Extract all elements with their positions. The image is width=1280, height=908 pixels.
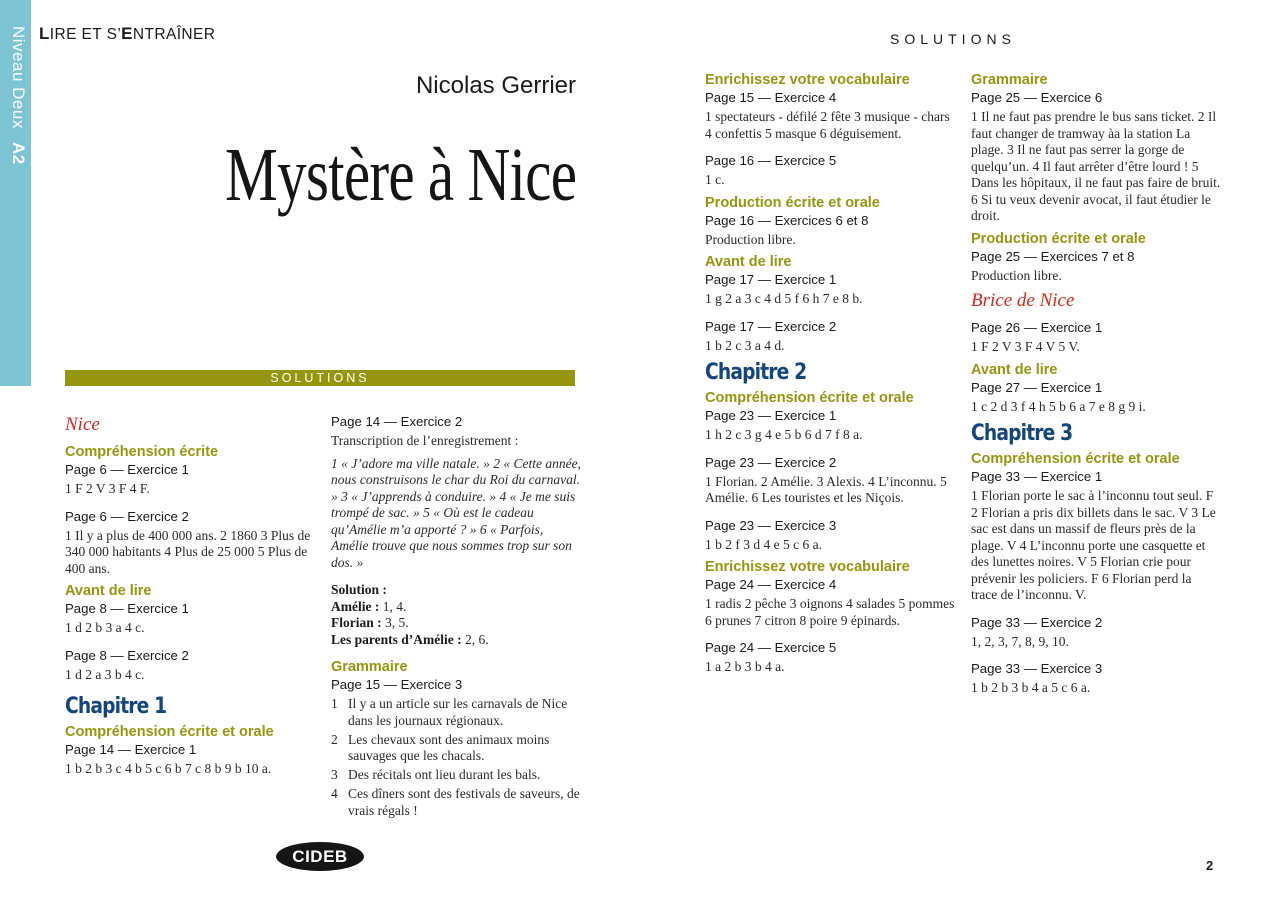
chapter-heading: Chapitre 3 [971, 421, 1073, 446]
exercise-heading: Page 17 — Exercice 1 [705, 272, 837, 287]
exercise-answers: 1 Florian porte le sac à l’inconnu tout seul. F 2 Florian a pris dix billets dans le sac. V 3 Le sac est dans un massif de fleurs près de la plage. V 4 L’inconnu porte une casquette et des lunettes noires. V 5 Florian crie pour prévenir les policiers. F 6 Florian perd la trace de l’inconnu. V. [971, 488, 1216, 602]
chapter-heading: Chapitre 2 [705, 360, 807, 385]
exercise-heading: Page 16 — Exercices 6 et 8 [705, 212, 869, 228]
exercise-answers: 1 b 2 c 3 a 4 d. [705, 337, 785, 353]
list-item: 2 Les chevaux sont des animaux moins sauvages que les chacals. [331, 731, 550, 764]
section-heading: Compréhension écrite et orale [65, 724, 274, 740]
exercise-answers: 1 d 2 b 3 a 4 c. [65, 620, 145, 635]
section-brice: Brice de Nice [971, 290, 1075, 311]
exercise-heading: Page 26 — Exercice 1 [971, 320, 1103, 335]
exercise-heading: Page 33 — Exercice 3 [971, 661, 1103, 676]
exercise-answers: 1 Il y a plus de 400 000 ans. 2 1860 3 Plus de 340 000 habitants 4 Plus de 25 000 5 Plus de 400 ans. [65, 527, 311, 576]
exercise-answers: 1 b 2 f 3 d 4 e 5 c 6 a. [705, 536, 822, 552]
series-title: LIRE ET S’ENTRAÎNER [39, 24, 216, 43]
exercise-heading: Page 15 — Exercice 4 [705, 90, 837, 105]
section-heading: Production écrite et orale [705, 194, 880, 211]
exercise-answers: 1 Florian. 2 Amélie. 3 Alexis. 4 L’inconnu. 5 Amélie. 6 Les touristes et les Niçois. [705, 473, 947, 505]
section-heading: Grammaire [331, 659, 408, 675]
transcription-quotes: 1 « J’adore ma ville natale. » 2 « Cette année, nous construisons le char du Roi du carnaval. » 3 « J’apprends à conduire. » 4 « Je me suis trompé de sac. » 5 « Où est le cadeau qu’Amélie m’a apporté ? » 6 « Parfois, Amélie trouve que nous sommes trop sur son dos. » [331, 455, 581, 570]
answers-column-2 [331, 414, 581, 828]
section-heading: Enrichissez votre vocabulaire [705, 72, 910, 88]
list-item: 3 Des récitals ont lieu durant les bals. [331, 767, 541, 783]
exercise-answers: 1, 2, 3, 7, 8, 9, 10. [971, 633, 1069, 649]
exercise-heading: Page 8 — Exercice 2 [65, 647, 189, 663]
exercise-heading: Page 33 — Exercice 1 [971, 469, 1103, 484]
exercise-answers: 1 c 2 d 3 f 4 h 5 b 6 a 7 e 8 g 9 i. [971, 398, 1146, 414]
answer-list [331, 696, 581, 820]
exercise-heading: Page 25 — Exercice 6 [971, 90, 1103, 105]
exercise-heading: Page 16 — Exercice 5 [705, 153, 837, 168]
exercise-heading: Page 27 — Exercice 1 [971, 379, 1103, 395]
section-heading: Avant de lire [705, 254, 792, 270]
exercise-answers: 1 spectateurs - défilé 2 fête 3 musique - chars 4 confettis 5 masque 6 déguisement. [705, 109, 950, 141]
author-name: Nicolas Gerrier [415, 72, 576, 99]
book-title: Mystère à Nice [224, 133, 576, 217]
section-nice: Nice [65, 414, 100, 435]
chapter-heading: Chapitre 1 [65, 694, 167, 719]
level-code: A2 [9, 142, 28, 165]
exercise-heading: Page 24 — Exercice 5 [705, 640, 837, 655]
answers-column-3 [705, 72, 957, 687]
section-heading: Compréhension écrite [65, 444, 219, 460]
exercise-answers: 1 F 2 V 3 F 4 F. [65, 481, 150, 496]
solution-block: Solution : Amélie : 1, 4. Florian : 3, 5. Les parents d’Amélie : 2, 6. [331, 582, 489, 647]
exercise-heading: Page 33 — Exercice 2 [971, 614, 1103, 630]
section-heading: Avant de lire [971, 361, 1058, 378]
exercise-answers: 1 d 2 a 3 b 4 c. [65, 666, 145, 682]
solutions-banner: SOLUTIONS [65, 370, 575, 386]
exercise-heading: Page 6 — Exercice 1 [65, 462, 189, 477]
level-label [8, 26, 28, 196]
exercise-heading: Page 14 — Exercice 1 [65, 742, 197, 757]
exercise-heading: Page 24 — Exercice 4 [705, 577, 837, 592]
exercise-heading: Page 14 — Exercice 2 [331, 414, 463, 429]
exercise-answers: 1 F 2 V 3 F 4 V 5 V. [971, 339, 1080, 354]
section-heading: Enrichissez votre vocabulaire [705, 559, 910, 575]
transcription-label: Transcription de l’enregistrement : [331, 433, 519, 448]
exercise-heading: Page 15 — Exercice 3 [331, 677, 463, 692]
answers-column-4 [971, 72, 1221, 708]
exercise-answers: 1 h 2 c 3 g 4 e 5 b 6 d 7 f 8 a. [705, 427, 863, 442]
section-heading: Grammaire [971, 72, 1048, 88]
exercise-heading: Page 23 — Exercice 3 [705, 517, 837, 533]
exercise-answers: Production libre. [971, 267, 1062, 283]
exercise-heading: Page 17 — Exercice 2 [705, 318, 837, 334]
section-heading: Compréhension écrite et orale [971, 451, 1180, 467]
section-heading: Compréhension écrite et orale [705, 390, 914, 406]
list-item: 1 Il y a un article sur les carnavals de Nice dans les journaux régionaux. [331, 696, 568, 728]
answers-column-1 [65, 414, 315, 789]
exercise-answers: 1 g 2 a 3 c 4 d 5 f 6 h 7 e 8 b. [705, 291, 863, 306]
exercise-heading: Page 25 — Exercices 7 et 8 [971, 248, 1135, 264]
exercise-heading: Page 23 — Exercice 2 [705, 454, 837, 470]
exercise-answers: 1 a 2 b 3 b 4 a. [705, 659, 785, 674]
exercise-answers: 1 c. [705, 172, 725, 187]
exercise-answers: 1 b 2 b 3 c 4 b 5 c 6 b 7 c 8 b 9 b 10 a. [65, 761, 272, 776]
exercise-answers: 1 Il ne faut pas prendre le bus sans ticket. 2 Il faut changer de tramway àa la station La plage. 3 Il ne faut pas serrer la gorge de quelqu’un. 4 Il faut arrêter d’être lourd ! 5 Dans les hôpitaux, il ne faut pas faire de bruit. 6 Si tu veux devenir avocat, il faut étudier le droit. [971, 109, 1221, 223]
section-heading: Production écrite et orale [971, 230, 1146, 247]
list-item: 4 Ces dîners sont des festivals de saveurs, de vrais régals ! [331, 785, 580, 818]
page-number: 2 [1206, 858, 1214, 873]
section-heading: Avant de lire [65, 583, 152, 599]
exercise-heading: Page 23 — Exercice 1 [705, 408, 837, 423]
exercise-answers: Production libre. [705, 231, 796, 247]
publisher-logo: CIDEB [276, 842, 364, 871]
exercise-heading: Page 8 — Exercice 1 [65, 601, 189, 616]
exercise-heading: Page 6 — Exercice 2 [65, 508, 189, 524]
page-heading: SOLUTIONS [890, 31, 1016, 47]
exercise-answers: 1 b 2 b 3 b 4 a 5 c 6 a. [971, 680, 1091, 695]
level-name: Niveau Deux [9, 26, 28, 129]
exercise-answers: 1 radis 2 pêche 3 oignons 4 salades 5 pommes 6 prunes 7 citron 8 poire 9 épinards. [705, 596, 955, 628]
